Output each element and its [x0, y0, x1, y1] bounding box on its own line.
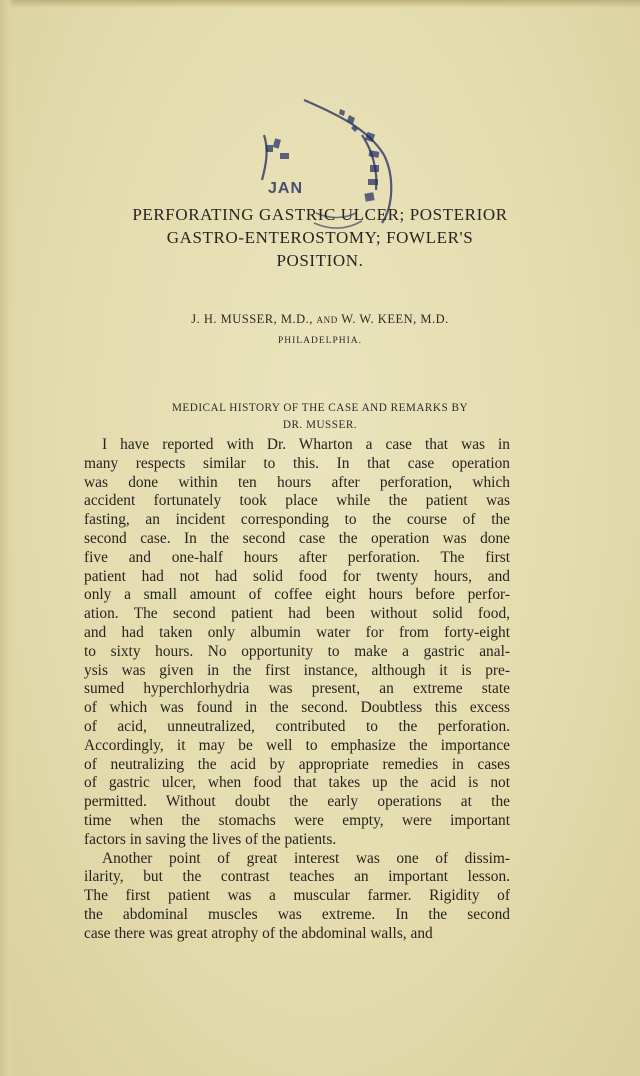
title-line: PERFORATING GASTRIC ULCER; POSTERIOR	[132, 205, 508, 224]
article-title	[60, 203, 580, 272]
body-line: of gastric ulcer, when food that takes up the acid is not	[84, 774, 510, 792]
body-line: time when the stomachs were empty, were important	[84, 811, 510, 829]
body-line: was done within ten hours after perforation, which	[84, 473, 510, 491]
body-line: ilarity, but the contrast teaches an important lesson.	[84, 868, 510, 886]
page-top-edge	[0, 0, 640, 8]
body-line: I have reported with Dr. Wharton a case that was in	[102, 436, 510, 453]
title-line: GASTRO-ENTEROSTOMY; FOWLER'S	[166, 228, 474, 247]
body-line: many respects similar to this. In that case operation	[84, 454, 510, 472]
body-line: patient had not had solid food for twenty hours, and	[84, 567, 510, 585]
body-text	[84, 436, 510, 944]
page-left-fold	[0, 0, 14, 1076]
body-line: ation. The second patient had been without solid food,	[84, 605, 510, 623]
author-name: W. W. KEEN, M.D.	[341, 312, 449, 326]
body-line: of neutralizing the acid by appropriate remedies in cases	[84, 755, 510, 773]
body-line: factors in saving the lives of the patients.	[84, 830, 337, 848]
author-name: J. H. MUSSER, M.D.,	[191, 312, 313, 326]
author-line	[60, 312, 580, 327]
body-line: five and one-half hours after perforation. The first	[84, 548, 510, 566]
body-line: the abdominal muscles was extreme. In the second	[84, 905, 510, 923]
body-line: Another point of great interest was one of dissim-	[102, 849, 510, 867]
body-line: sumed hyperchlorhydria was present, an extreme state	[84, 680, 510, 698]
body-line: accident fortunately took place while the patient was	[84, 492, 510, 510]
author-conjunction: AND	[316, 315, 338, 325]
body-line: of acid, unneutralized, contributed to the perforation.	[84, 717, 510, 735]
section-heading	[80, 400, 560, 434]
body-line: ysis was given in the first instance, although it is pre-	[84, 661, 510, 679]
body-line: permitted. Without doubt the early operations at the	[84, 793, 510, 811]
body-line: Accordingly, it may be well to emphasize the importance	[84, 736, 510, 754]
author-city: PHILADELPHIA.	[278, 336, 362, 346]
body-line: case there was great atrophy of the abdominal walls, and	[84, 924, 433, 942]
section-heading-line: DR. MUSSER.	[282, 419, 358, 431]
stamp-month: JAN	[268, 180, 304, 197]
body-line: only a small amount of coffee eight hours before perfor-	[84, 586, 510, 604]
body-line: and had taken only albumin water for from forty-eight	[84, 623, 510, 641]
body-line: second case. In the second case the operation was done	[84, 529, 510, 547]
section-heading-line: MEDICAL HISTORY OF THE CASE AND REMARKS BY	[171, 402, 469, 414]
body-line: to sixty hours. No opportunity to make a gastric anal-	[84, 642, 510, 660]
body-line: fasting, an incident corresponding to the course of the	[84, 511, 510, 529]
title-line: POSITION.	[276, 251, 364, 270]
body-line: of which was found in the second. Doubtless this excess	[84, 699, 510, 717]
body-line: The first patient was a muscular farmer. Rigidity of	[84, 887, 510, 905]
